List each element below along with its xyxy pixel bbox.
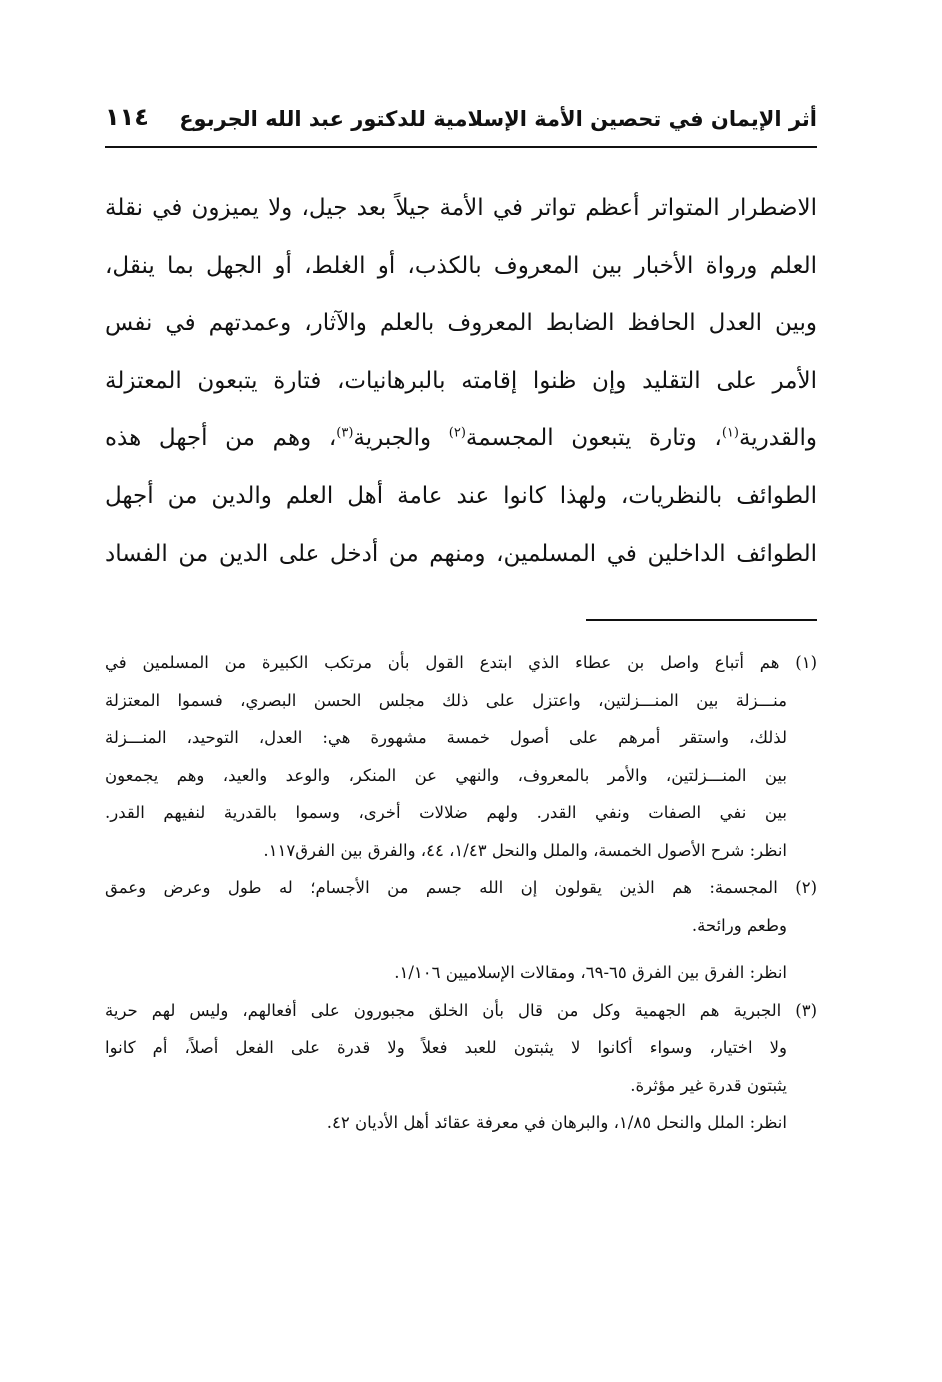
running-title: أثر الإيمان في تحصين الأمة الإسلامية للدكتور عبد الله الجربوع <box>179 107 817 131</box>
footnote-line: (٣) الجبرية هم الجهمية وكل من قال بأن الخلق مجبورون على أفعالهم، وليس لهم حرية <box>105 1000 817 1020</box>
body-line: والقدرية$^{(١)}$، وتارة يتبعون المجسمة$^{(٢)}$ والجبرية$^{(٣)}$، وهم من أجهل هذه <box>105 425 817 452</box>
footnote-line: بين نفي الصفات ونفي القدر. ولهم ضلالات أخرى، وسموا بالقدرية لنفيهم القدر. <box>105 803 787 822</box>
page-number: ١١٤ <box>105 103 149 131</box>
body-line: العلم ورواة الأخبار بين المعروف بالكذب، أو الغلط، أو الجهل بما ينقل، <box>105 252 817 279</box>
body-line: وبين العدل الحافظ الضابط المعروف بالعلم والآثار، وعمدتهم في نفس <box>105 310 817 337</box>
footnotes <box>105 644 817 1142</box>
footnote-line: يثبتون قدرة غير مؤثرة. <box>630 1075 787 1095</box>
footnote-line: ولا اختيار، وسواء أكانوا لا يثبتون للعبد فعلاً ولا قدرة على الفعل أصلاً، أم كانوا <box>105 1038 787 1057</box>
header-rule <box>105 146 817 148</box>
body-line: الطوائف الداخلين في المسلمين، ومنهم من أدخل على الدين من الفساد <box>105 540 817 567</box>
footnote-line: (١) هم أتباع واصل بن عطاء الذي ابتدع القول بأن مرتكب الكبيرة من المسلمين في <box>105 653 817 672</box>
footnote-reference: انظر: الفرق بين الفرق ٦٥-٦٩، ومقالات الإسلاميين ١/١٠٦. <box>394 963 787 982</box>
body-line: الأمر على التقليد وإن ظنوا إقامته بالبرهانيات، فتارة يتبعون المعتزلة <box>105 367 817 394</box>
footnote-line: لذلك، واستقر أمرهم على أصول خمسة مشهورة هي: العدل، التوحيد، المنـــزلة <box>105 728 787 747</box>
footnote-3 <box>105 992 817 1142</box>
footnote-line: وطعم ورائحة. <box>691 915 787 935</box>
footnote-2 <box>105 869 817 992</box>
footnote-line: بين المنـــزلتين، والأمر بالمعروف، والنهي عن المنكر، والوعد والعيد، وهم يجمعون <box>105 765 787 785</box>
footnote-marker: (٢) <box>448 425 466 441</box>
footnote-reference: انظر: شرح الأصول الخمسة، والملل والنحل ١/٤٣، ٤٤، والفرق بين الفرق١١٧. <box>263 840 787 860</box>
footnote-reference: انظر: الملل والنحل ١/٨٥، والبرهان في معرفة عقائد أهل الأديان ٤٢. <box>326 1113 787 1132</box>
running-header <box>105 98 817 144</box>
footnote-line: (٢) المجسمة: هم الذين يقولون إن الله جسم من الأجسام؛ له طول وعرض وعمق <box>105 878 817 897</box>
footnote-marker: (٣) <box>336 425 354 441</box>
body-line: الطوائف بالنظريات، ولهذا كانوا عند عامة أهل العلم والدين من أجهل <box>105 482 817 509</box>
footnote-line: منـــزلة بين المنـــزلتين، واعتزل على ذلك مجلس الحسن البصري، فسموا المعتزلة <box>105 690 787 710</box>
footnote-marker: (١) <box>721 425 739 441</box>
body-line: الاضطرار المتواتر أعظم تواتر في الأمة جيلاً بعد جيل، ولا يميزون في نقلة <box>105 195 817 221</box>
main-text <box>105 180 817 583</box>
footnote-1 <box>105 644 817 869</box>
footnote-separator <box>586 619 817 621</box>
